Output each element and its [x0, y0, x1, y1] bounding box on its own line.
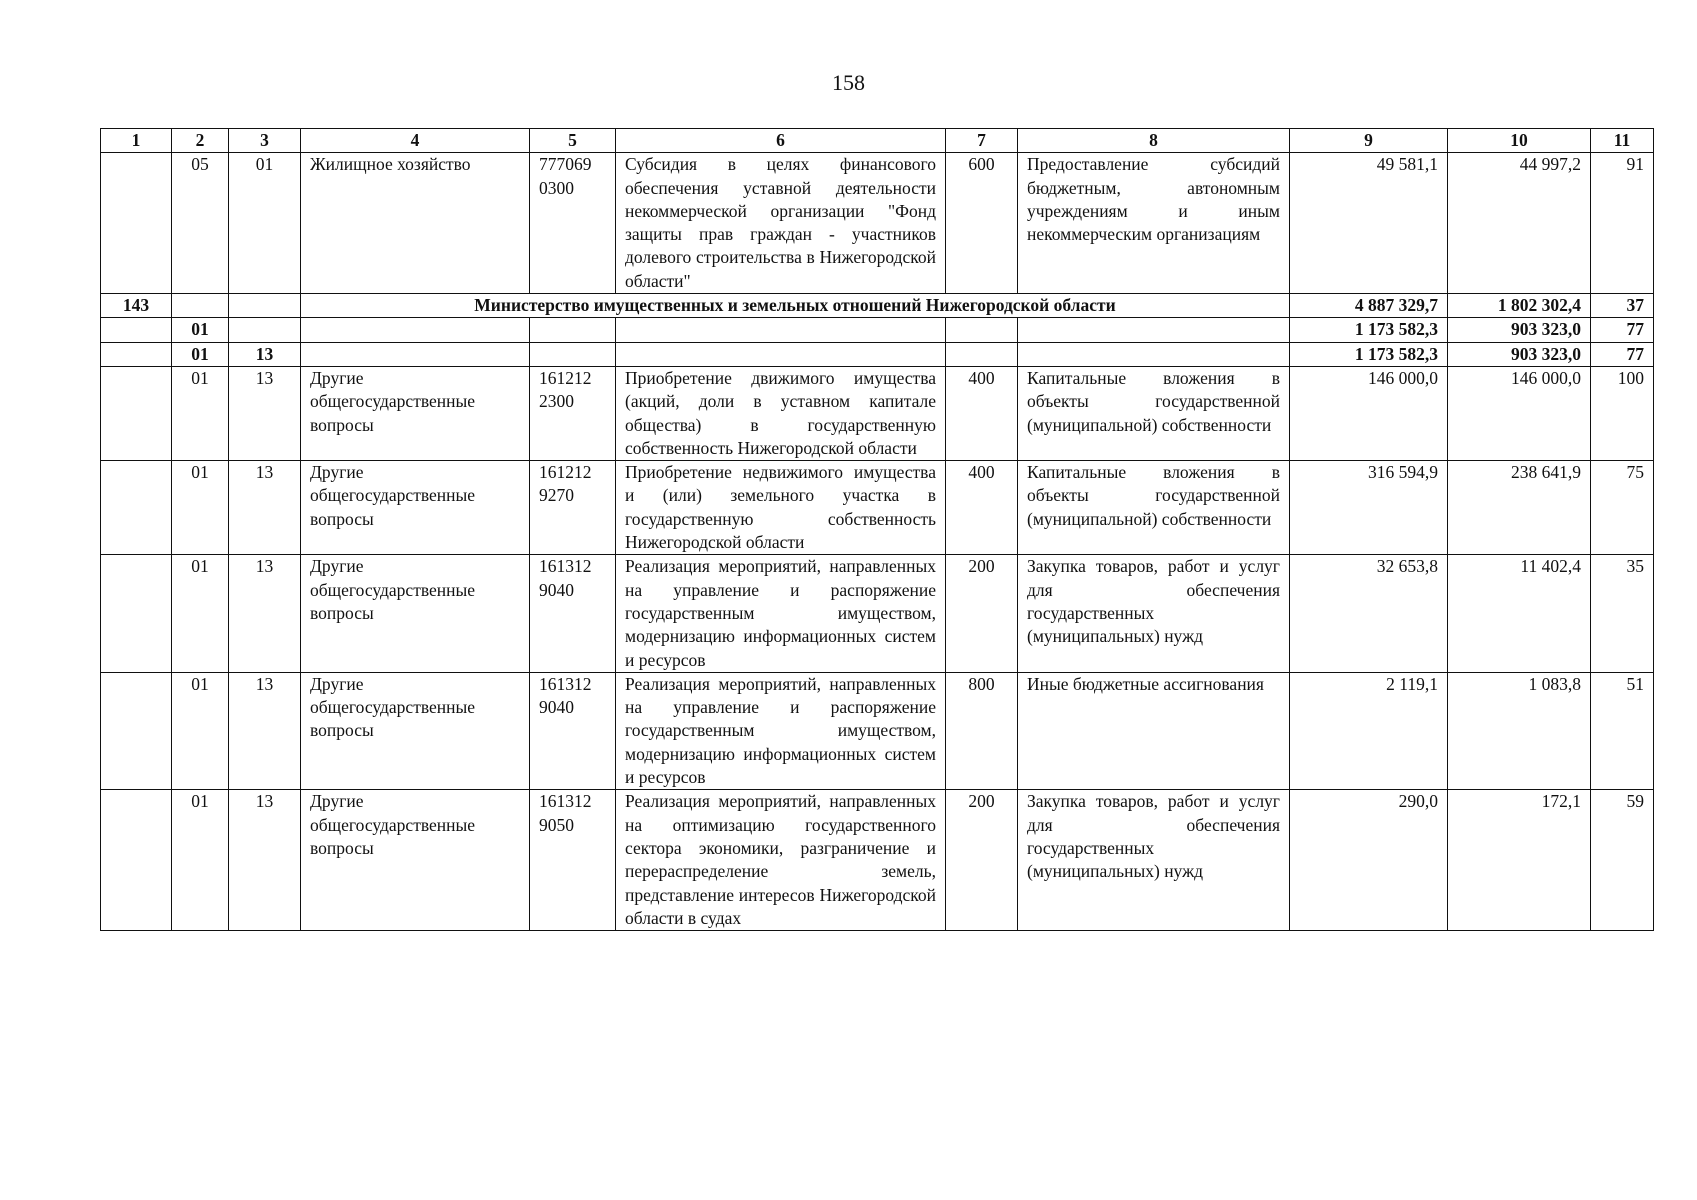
- cell-target-name: Приобретение недвижимого имущества и (или) земельного участка в государственную собственность Нижегородской области: [616, 461, 946, 555]
- cell-expense-type: 600: [946, 153, 1018, 294]
- column-header-row: [101, 129, 1654, 153]
- cell-percent: 77: [1591, 342, 1654, 366]
- cell-plan: 49 581,1: [1290, 153, 1448, 294]
- cell-section: 01: [172, 366, 229, 460]
- cell-percent: 75: [1591, 461, 1654, 555]
- column-header: 4: [301, 129, 530, 153]
- section-total-row: [101, 318, 1654, 342]
- cell-target-code: 161212 2300: [530, 366, 616, 460]
- cell-plan: 4 887 329,7: [1290, 294, 1448, 318]
- cell-section: 01: [172, 790, 229, 931]
- column-header: 11: [1591, 129, 1654, 153]
- cell-target-name: Приобретение движимого имущества (акций, доли в уставном капитале общества) в государственную собственность Нижегородской области: [616, 366, 946, 460]
- table-row: [101, 790, 1654, 931]
- cell-subsection: 13: [229, 790, 301, 931]
- cell-code-admin: [101, 672, 172, 789]
- cell-expense-name: Капитальные вложения в объекты государственной (муниципальной) собственности: [1018, 366, 1290, 460]
- cell-actual: 11 402,4: [1448, 555, 1591, 672]
- cell-target-code: 161312 9040: [530, 672, 616, 789]
- cell-section-name: Другие общегосударственные вопросы: [301, 672, 530, 789]
- cell-subsection: 13: [229, 342, 301, 366]
- cell-subsection: 13: [229, 366, 301, 460]
- cell-expense-type: 400: [946, 461, 1018, 555]
- cell-target-name: Реализация мероприятий, направленных на управление и распоряжение государственным имуществом, модернизацию информационных систем и ресурсов: [616, 672, 946, 789]
- cell-actual: 238 641,9: [1448, 461, 1591, 555]
- cell-plan: 1 173 582,3: [1290, 318, 1448, 342]
- column-header: 10: [1448, 129, 1591, 153]
- column-header: 2: [172, 129, 229, 153]
- cell-expense-name: Иные бюджетные ассигнования: [1018, 672, 1290, 789]
- cell-section-name: Другие общегосударственные вопросы: [301, 461, 530, 555]
- cell-section: 01: [172, 672, 229, 789]
- cell-target-name: Субсидия в целях финансового обеспечения уставной деятельности некоммерческой организации "Фонд защиты прав граждан - участников долевого строительства в Нижегородской области": [616, 153, 946, 294]
- cell-target-code: 777069 0300: [530, 153, 616, 294]
- page-number: 158: [832, 70, 865, 95]
- table-row: [101, 672, 1654, 789]
- cell-actual: 903 323,0: [1448, 318, 1591, 342]
- cell-expense-name: Капитальные вложения в объекты государственной (муниципальной) собственности: [1018, 461, 1290, 555]
- table-row: [101, 461, 1654, 555]
- column-header: 3: [229, 129, 301, 153]
- table-row: [101, 366, 1654, 460]
- cell-percent: 100: [1591, 366, 1654, 460]
- cell-section: 01: [172, 461, 229, 555]
- cell-code-admin: [101, 366, 172, 460]
- cell-expense-type: 800: [946, 672, 1018, 789]
- subsection-total-row: [101, 342, 1654, 366]
- cell-expense-type: 200: [946, 555, 1018, 672]
- cell-plan: 1 173 582,3: [1290, 342, 1448, 366]
- column-header: 5: [530, 129, 616, 153]
- cell-subsection: 13: [229, 672, 301, 789]
- cell-subsection: 13: [229, 555, 301, 672]
- cell-actual: 146 000,0: [1448, 366, 1591, 460]
- table-row: [101, 153, 1654, 294]
- cell-code-admin: [101, 461, 172, 555]
- cell-actual: 903 323,0: [1448, 342, 1591, 366]
- cell-section-name: Жилищное хозяйство: [301, 153, 530, 294]
- cell-percent: 91: [1591, 153, 1654, 294]
- cell-target-code: 161312 9050: [530, 790, 616, 931]
- column-header: 6: [616, 129, 946, 153]
- cell-plan: 146 000,0: [1290, 366, 1448, 460]
- cell-code-admin: [101, 342, 172, 366]
- cell-expense-type: 200: [946, 790, 1018, 931]
- cell-actual: 172,1: [1448, 790, 1591, 931]
- cell-code-admin: [101, 555, 172, 672]
- cell-code-admin: [101, 790, 172, 931]
- cell-plan: 316 594,9: [1290, 461, 1448, 555]
- cell-plan: 32 653,8: [1290, 555, 1448, 672]
- cell-expense-name: Предоставление субсидий бюджетным, автономным учреждениям и иным некоммерческим организациям: [1018, 153, 1290, 294]
- cell-section: 01: [172, 555, 229, 672]
- cell-actual: 44 997,2: [1448, 153, 1591, 294]
- cell-target-code: 161212 9270: [530, 461, 616, 555]
- cell-expense-type: 400: [946, 366, 1018, 460]
- table-row: [101, 555, 1654, 672]
- cell-subsection: 01: [229, 153, 301, 294]
- cell-section: 01: [172, 318, 229, 342]
- column-header: 9: [1290, 129, 1448, 153]
- cell-target-name: Реализация мероприятий, направленных на управление и распоряжение государственным имуществом, модернизацию информационных систем и ресурсов: [616, 555, 946, 672]
- cell-section-name: Другие общегосударственные вопросы: [301, 555, 530, 672]
- cell-plan: 290,0: [1290, 790, 1448, 931]
- cell-section: 01: [172, 342, 229, 366]
- cell-percent: 37: [1591, 294, 1654, 318]
- cell-expense-name: Закупка товаров, работ и услуг для обеспечения государственных (муниципальных) нужд: [1018, 555, 1290, 672]
- column-header: 7: [946, 129, 1018, 153]
- cell-section-name: Другие общегосударственные вопросы: [301, 366, 530, 460]
- cell-percent: 35: [1591, 555, 1654, 672]
- cell-code-admin: 143: [101, 294, 172, 318]
- cell-actual: 1 802 302,4: [1448, 294, 1591, 318]
- cell-actual: 1 083,8: [1448, 672, 1591, 789]
- cell-section-name: Другие общегосударственные вопросы: [301, 790, 530, 931]
- budget-table: [100, 128, 1654, 931]
- cell-code-admin: [101, 153, 172, 294]
- column-header: 1: [101, 129, 172, 153]
- ministry-row: [101, 294, 1654, 318]
- column-header: 8: [1018, 129, 1290, 153]
- cell-target-name: Реализация мероприятий, направленных на оптимизацию государственного сектора экономики, разграничение и перераспределение земель, представление интересов Нижегородской области в судах: [616, 790, 946, 931]
- ministry-title: Министерство имущественных и земельных отношений Нижегородской области: [301, 294, 1290, 318]
- cell-section: 05: [172, 153, 229, 294]
- cell-target-code: 161312 9040: [530, 555, 616, 672]
- cell-subsection: [229, 318, 301, 342]
- cell-percent: 59: [1591, 790, 1654, 931]
- cell-code-admin: [101, 318, 172, 342]
- cell-expense-name: Закупка товаров, работ и услуг для обеспечения государственных (муниципальных) нужд: [1018, 790, 1290, 931]
- cell-plan: 2 119,1: [1290, 672, 1448, 789]
- cell-percent: 77: [1591, 318, 1654, 342]
- cell-subsection: 13: [229, 461, 301, 555]
- cell-percent: 51: [1591, 672, 1654, 789]
